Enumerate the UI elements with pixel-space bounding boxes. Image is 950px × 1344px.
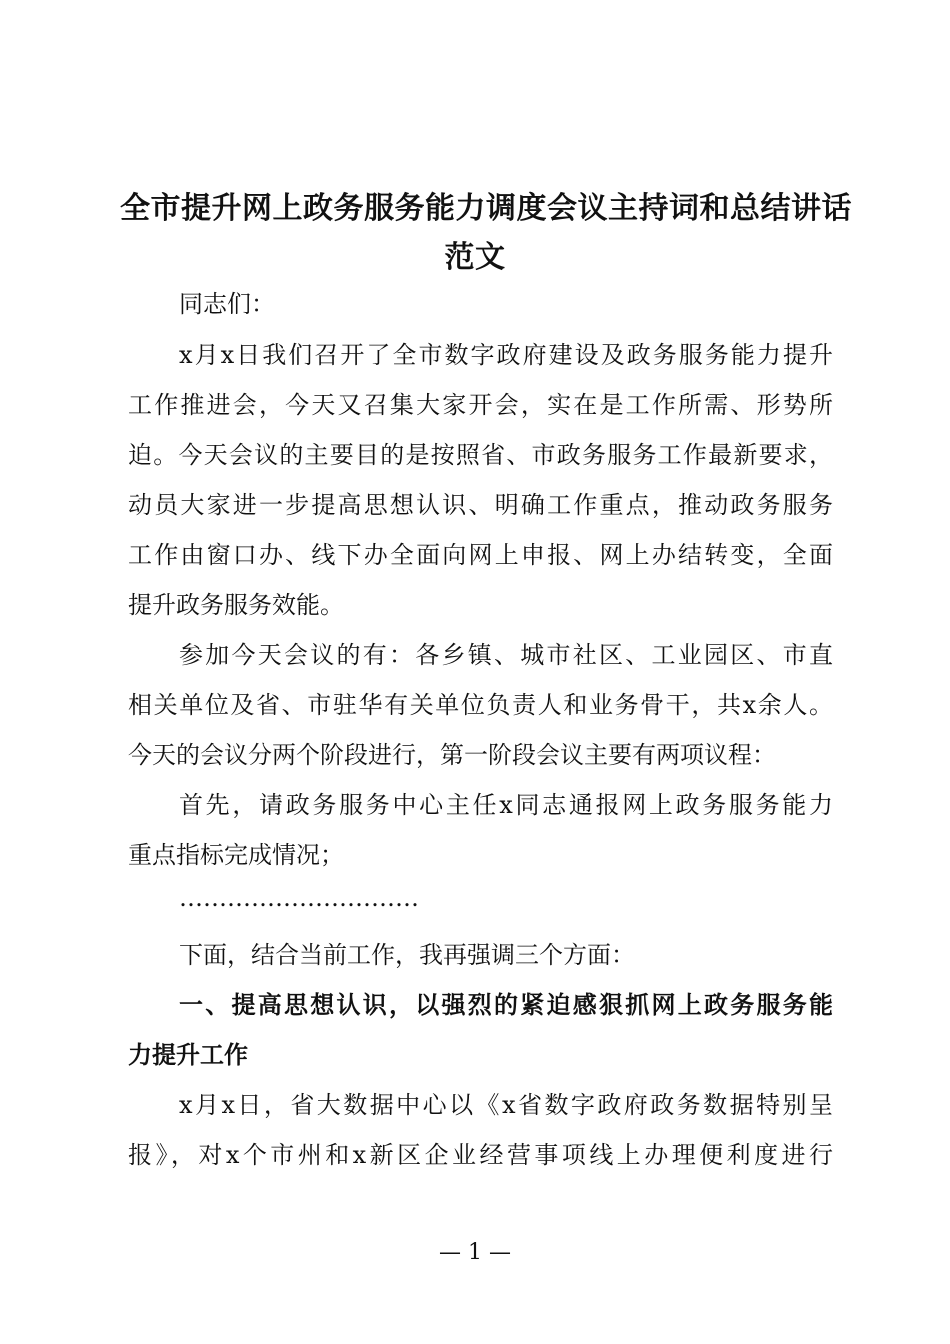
paragraph-2-line-3: 今天的会议分两个阶段进行，第一阶段会议主要有两项议程： [128, 741, 776, 769]
paragraph-4-line-1: 下面，结合当前工作，我再强调三个方面： [179, 941, 635, 969]
paragraph-2-line-2: 相关单位及省、市驻华有关单位负责人和业务骨干，共x余人。 [128, 691, 833, 719]
section-heading-line-1: 一、提高思想认识，以强烈的紧迫感狠抓网上政务服务能 [179, 990, 833, 1019]
page-number: — 1 — [439, 1240, 511, 1265]
paragraph-3-line-2: 重点指标完成情况； [128, 841, 344, 869]
paragraph-1-line-3: 迫。今天会议的主要目的是按照省、市政务服务工作最新要求， [128, 441, 833, 469]
paragraph-1-line-6: 提升政务服务效能。 [128, 591, 344, 619]
paragraph-5-line-1: x月x日，省大数据中心以《x省数字政府政务数据特别呈 [179, 1091, 833, 1119]
paragraph-1-line-2: 工作推进会，今天又召集大家开会，实在是工作所需、形势所 [128, 391, 833, 419]
document-title-line-2: 范文 [444, 240, 506, 275]
paragraph-1-line-1: x月x日我们召开了全市数字政府建设及政务服务能力提升 [179, 341, 833, 369]
salutation: 同志们： [179, 290, 275, 318]
paragraph-2-line-1: 参加今天会议的有：各乡镇、城市社区、工业园区、市直 [179, 641, 833, 669]
ellipsis-line: ………………………… [179, 884, 419, 912]
document-title-line-1: 全市提升网上政务服务能力调度会议主持词和总结讲话 [120, 191, 852, 226]
paragraph-1-line-4: 动员大家进一步提高思想认识、明确工作重点，推动政务服务 [128, 491, 833, 519]
paragraph-5-line-2: 报》，对x个市州和x新区企业经营事项线上办理便利度进行 [128, 1141, 833, 1169]
paragraph-1-line-5: 工作由窗口办、线下办全面向网上申报、网上办结转变，全面 [128, 541, 833, 569]
section-heading-line-2: 力提升工作 [128, 1040, 248, 1069]
paragraph-3-line-1: 首先，请政务服务中心主任x同志通报网上政务服务能力 [179, 791, 833, 819]
